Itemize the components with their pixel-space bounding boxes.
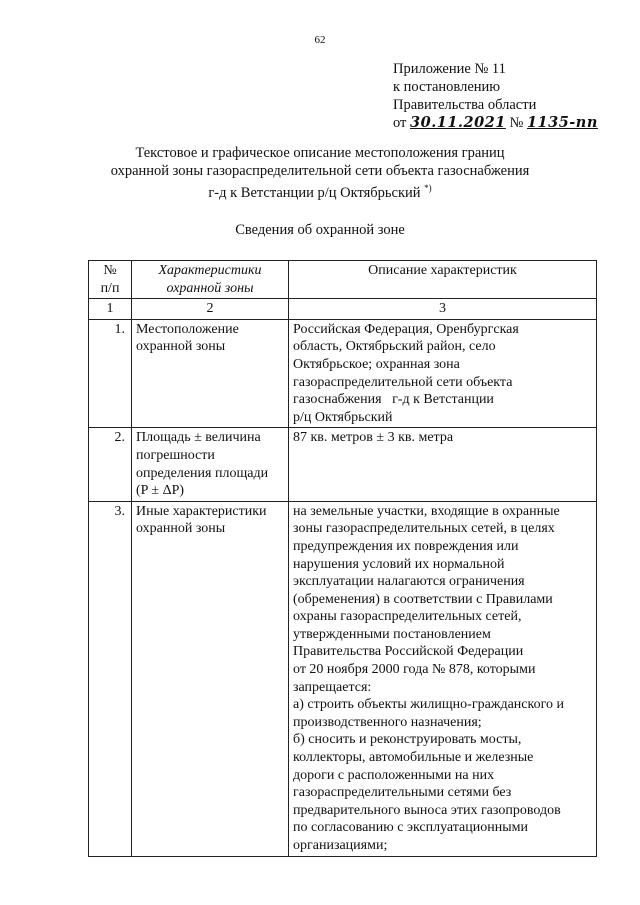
row-characteristic: Иные характеристики охранной зоны: [132, 501, 289, 856]
page-number: 62: [314, 34, 326, 46]
appendix-title: Приложение № 11: [393, 61, 506, 77]
table-header-row: [89, 261, 597, 299]
table-row: [89, 501, 597, 856]
table-column-numbers-row: [89, 299, 597, 320]
header-characteristics: Характеристики охранной зоны: [132, 261, 289, 299]
appendix-reference: к постановлению: [393, 79, 501, 95]
column-number-2: 2: [132, 299, 289, 320]
row-number: 3.: [89, 501, 132, 856]
date-prefix: от: [393, 115, 407, 131]
column-number-1: 1: [89, 299, 132, 320]
title-line-3: [0, 180, 640, 202]
appendix-authority: Правительства области: [393, 97, 537, 113]
row-number: 2.: [89, 428, 132, 501]
table-row: [89, 319, 597, 428]
header-number: № п/п: [89, 261, 132, 299]
row-characteristic: Местоположение охранной зоны: [132, 319, 289, 428]
row-characteristic: Площадь ± величина погрешности определения площади (P ± ΔP): [132, 428, 289, 501]
row-description: Российская Федерация, Оренбургская область, Октябрьский район, село Октябрьское; охранная зона газораспределительной сети объекта газоснабжения г-д к Ветстанции р/ц Октябрьский: [289, 319, 597, 428]
handwritten-date: 30.11.2021: [410, 114, 506, 131]
column-number-3: 3: [289, 299, 597, 320]
number-prefix: №: [509, 115, 524, 131]
header-description: Описание характеристик: [289, 261, 597, 299]
row-number: 1.: [89, 319, 132, 428]
document-title: [0, 145, 640, 202]
title-line-1: Текстовое и графическое описание местоположения границ: [135, 145, 505, 161]
title-line-3-text: г-д к Ветстанции р/ц Октябрьский: [208, 184, 421, 201]
handwritten-number: 1135-пп: [526, 114, 598, 131]
zone-info-table: [88, 260, 597, 857]
table-row: [89, 428, 597, 501]
row-description: 87 кв. метров ± 3 кв. метра: [289, 428, 597, 501]
appendix-date-line: [393, 114, 598, 132]
section-title: Сведения об охранной зоне: [235, 222, 405, 238]
title-line-2: охранной зоны газораспределительной сети объекта газоснабжения: [110, 162, 530, 179]
row-description: на земельные участки, входящие в охранные зоны газораспределительных сетей, в целях предупреждения их повреждения или нарушения условий их нормальной эксплуатации налагаются ограничения (обременения) в соответствии с Правилами охраны газораспределительных сетей, утвержденными постановлением Правительства Российской Федерации от 20 ноября 2000 года № 878, которыми запрещается: а) строить объекты жилищно-гражданского и производственного назначения; б) сносить и реконструировать мосты, коллекторы, автомобильные и железные дороги с расположенными на них газораспределительными сетями без предварительного выноса этих газопроводов по согласованию с эксплуатационными организациями;: [289, 501, 597, 856]
footnote-mark: *): [424, 183, 432, 193]
appendix-block: [393, 60, 598, 132]
